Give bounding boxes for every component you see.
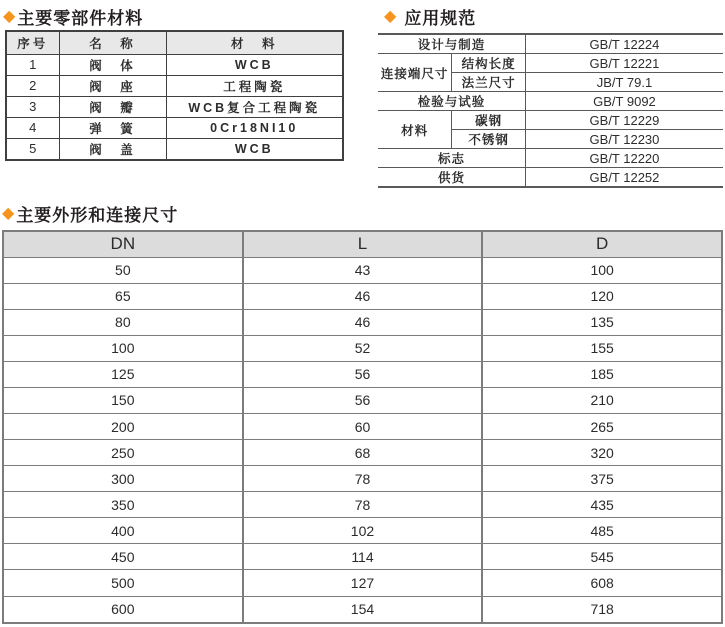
table-cell: 连接端尺寸: [378, 54, 452, 92]
table-cell: 材料: [378, 111, 452, 149]
table-cell: 标志: [378, 149, 525, 168]
table-cell: 4: [6, 117, 59, 138]
table-cell: 3: [6, 96, 59, 117]
column-header-name: 名 称: [59, 31, 166, 54]
table-header-row: [6, 31, 343, 54]
table-cell: 300: [3, 466, 243, 492]
table-cell: GB/T 12221: [525, 54, 723, 73]
materials-table-body: [6, 54, 343, 160]
table-cell: 检验与试验: [378, 92, 525, 111]
table-row: [3, 570, 722, 596]
table-cell: 125: [3, 361, 243, 387]
table-cell: 供货: [378, 168, 525, 188]
table-cell: 设计与制造: [378, 34, 525, 54]
table-cell: JB/T 79.1: [525, 73, 723, 92]
specs-section-title: [384, 4, 476, 29]
table-cell: 5: [6, 138, 59, 160]
table-cell: 46: [243, 309, 483, 335]
table-cell: 56: [243, 387, 483, 413]
table-row: [3, 544, 722, 570]
table-cell: 1: [6, 54, 59, 75]
dimensions-section-title: [2, 201, 178, 226]
table-row: [3, 440, 722, 466]
table-cell: 100: [3, 335, 243, 361]
table-cell: GB/T 12224: [525, 34, 723, 54]
table-cell: WCB复合工程陶瓷: [166, 96, 343, 117]
table-cell: 78: [243, 466, 483, 492]
table-row: [6, 117, 343, 138]
table-row: [378, 34, 723, 54]
table-cell: 0Cr18NI10: [166, 117, 343, 138]
table-cell: GB/T 12229: [525, 111, 723, 130]
table-cell: 210: [482, 387, 722, 413]
table-row: [378, 92, 723, 111]
table-cell: GB/T 9092: [525, 92, 723, 111]
table-row: [6, 138, 343, 160]
table-cell: 100: [482, 257, 722, 283]
table-cell: 阀 盖: [59, 138, 166, 160]
table-cell: GB/T 12230: [525, 130, 723, 149]
table-cell: 375: [482, 466, 722, 492]
table-cell: 450: [3, 544, 243, 570]
table-cell: 46: [243, 283, 483, 309]
specs-table: [378, 33, 723, 188]
column-header-material: 材 料: [166, 31, 343, 54]
materials-table-head: [6, 31, 343, 54]
table-cell: 工程陶瓷: [166, 75, 343, 96]
table-cell: 阀 座: [59, 75, 166, 96]
table-row: [3, 283, 722, 309]
table-row: [3, 518, 722, 544]
table-row: [378, 111, 723, 130]
table-cell: GB/T 12252: [525, 168, 723, 188]
table-row: [3, 257, 722, 283]
specs-title-text: 应用规范: [404, 9, 477, 28]
materials-title-text: 主要零部件材料: [17, 9, 144, 28]
table-cell: 弹 簧: [59, 117, 166, 138]
materials-section-title: [3, 4, 143, 29]
table-cell: 500: [3, 570, 243, 596]
table-cell: GB/T 12220: [525, 149, 723, 168]
table-row: [3, 361, 722, 387]
table-cell: 52: [243, 335, 483, 361]
column-header-no: 序号: [6, 31, 59, 54]
dimensions-table-head: [3, 231, 722, 257]
table-cell: 60: [243, 413, 483, 439]
table-cell: 155: [482, 335, 722, 361]
table-cell: 400: [3, 518, 243, 544]
column-header-dn: DN: [3, 231, 243, 257]
table-cell: 350: [3, 492, 243, 518]
table-cell: 200: [3, 413, 243, 439]
dimensions-table: [2, 230, 723, 624]
table-cell: 碳钢: [452, 111, 526, 130]
table-row: [3, 466, 722, 492]
table-row: [3, 387, 722, 413]
table-cell: 78: [243, 492, 483, 518]
dimensions-title-text: 主要外形和连接尺寸: [16, 206, 179, 225]
table-cell: 185: [482, 361, 722, 387]
table-cell: 135: [482, 309, 722, 335]
table-cell: 102: [243, 518, 483, 544]
diamond-icon: ◆: [2, 204, 15, 222]
table-cell: 127: [243, 570, 483, 596]
table-cell: 154: [243, 596, 483, 623]
table-row: [3, 596, 722, 623]
table-cell: WCB: [166, 138, 343, 160]
table-cell: 法兰尺寸: [452, 73, 526, 92]
table-row: [3, 309, 722, 335]
table-cell: 150: [3, 387, 243, 413]
table-row: [6, 75, 343, 96]
table-row: [378, 168, 723, 188]
table-cell: 阀 体: [59, 54, 166, 75]
column-header-l: L: [243, 231, 483, 257]
table-cell: 718: [482, 596, 722, 623]
diamond-icon: ◆: [3, 7, 16, 25]
table-cell: 不锈钢: [452, 130, 526, 149]
table-cell: 2: [6, 75, 59, 96]
table-cell: 68: [243, 440, 483, 466]
table-cell: 435: [482, 492, 722, 518]
table-cell: 265: [482, 413, 722, 439]
table-header-row: [3, 231, 722, 257]
table-cell: 250: [3, 440, 243, 466]
table-cell: 56: [243, 361, 483, 387]
table-cell: 608: [482, 570, 722, 596]
table-cell: 120: [482, 283, 722, 309]
table-cell: 600: [3, 596, 243, 623]
table-cell: 485: [482, 518, 722, 544]
table-row: [378, 54, 723, 73]
table-row: [6, 54, 343, 75]
specs-table-body: [378, 34, 723, 187]
table-cell: 65: [3, 283, 243, 309]
table-row: [378, 149, 723, 168]
table-cell: 阀 瓣: [59, 96, 166, 117]
table-row: [3, 413, 722, 439]
table-cell: 43: [243, 257, 483, 283]
diamond-icon: ◆: [384, 7, 397, 25]
table-cell: 545: [482, 544, 722, 570]
table-cell: 结构长度: [452, 54, 526, 73]
table-row: [6, 96, 343, 117]
table-row: [3, 492, 722, 518]
table-cell: 320: [482, 440, 722, 466]
materials-table: [5, 30, 344, 161]
table-row: [3, 335, 722, 361]
dimensions-table-body: [3, 257, 722, 623]
table-cell: 114: [243, 544, 483, 570]
table-cell: 50: [3, 257, 243, 283]
column-header-d: D: [482, 231, 722, 257]
table-cell: WCB: [166, 54, 343, 75]
table-cell: 80: [3, 309, 243, 335]
